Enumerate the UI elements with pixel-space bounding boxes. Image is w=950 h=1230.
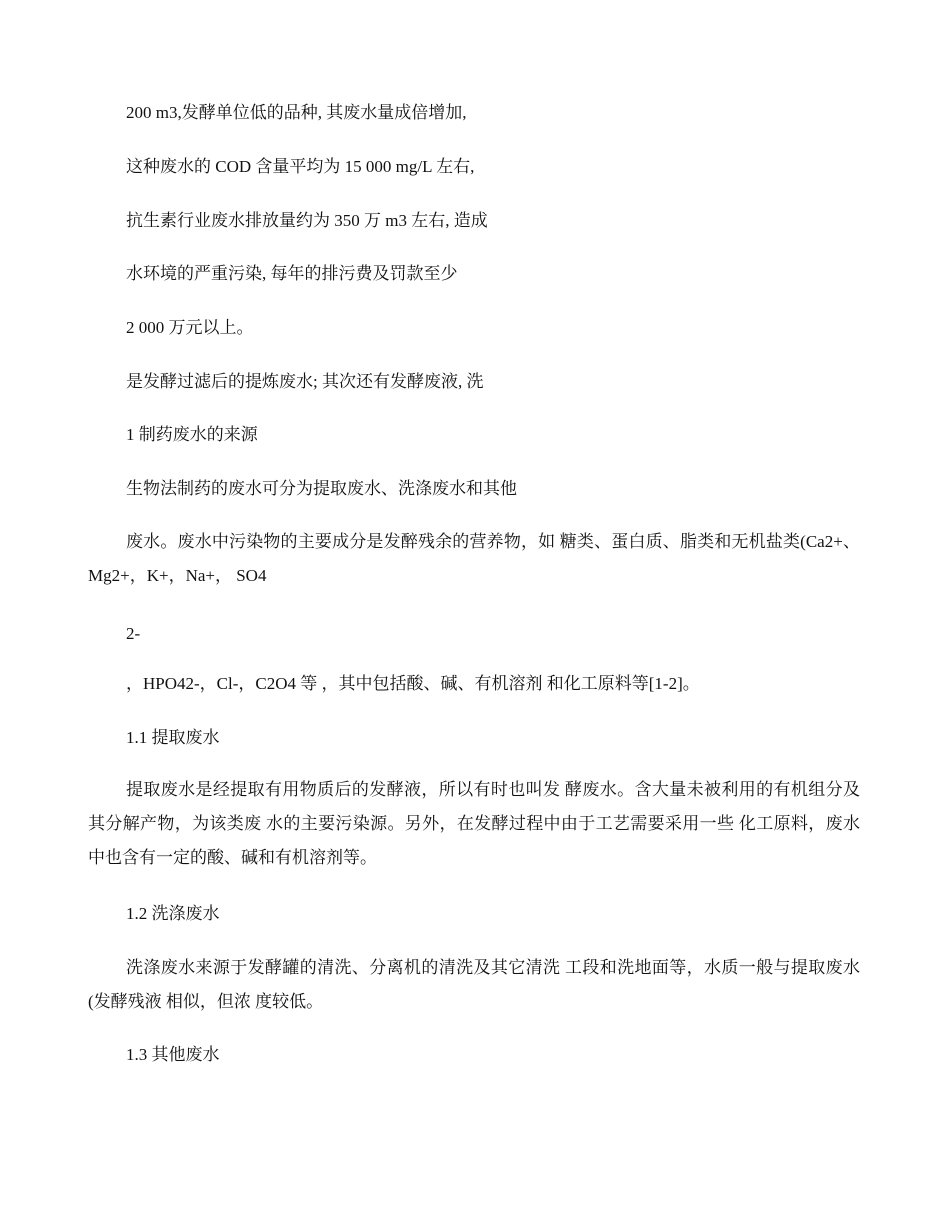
text-line: 200 m3,发酵单位低的品种, 其废水量成倍增加, xyxy=(126,103,467,122)
section-heading-1: 1 制药废水的来源 xyxy=(126,425,258,444)
section-heading-1-2: 1.2 洗涤废水 xyxy=(126,904,220,923)
section-heading-1-1: 1.1 提取废水 xyxy=(126,728,220,747)
superscript-line: 2- xyxy=(126,624,141,643)
paragraph-washing-wastewater: 洗涤废水来源于发酵罐的清洗、分离机的清洗及其它清洗 工段和洗地面等，水质一般与提取废水(发酵残液 相似，但浓 度较低。 xyxy=(88,958,860,1011)
text-line: 2 000 万元以上。 xyxy=(126,318,254,337)
text-line-hpo4: ，HPO42-，Cl-，C2O4 等 ，其中包括酸、碱、有机溶剂 和化工原料等[1-2]。 xyxy=(126,674,700,693)
text-line: 抗生素行业废水排放量约为 350 万 m3 左右, 造成 xyxy=(126,211,488,230)
text-line: 这种废水的 COD 含量平均为 15 000 mg/L 左右, xyxy=(126,157,475,176)
text-line: 水环境的严重污染, 每年的排污费及罚款至少 xyxy=(126,264,458,283)
paragraph-extraction-wastewater: 提取废水是经提取有用物质后的发酵液，所以有时也叫发 酵废水。含大量未被利用的有机组分及其分解产物，为该类废 水的主要污染源。另外，在发酵过程中由于工艺需要采用一些 化工原料，废水中也含有一定的酸、碱和有机溶剂等。 xyxy=(88,780,860,867)
section-heading-1-3: 1.3 其他废水 xyxy=(126,1045,220,1064)
text-line: 生物法制药的废水可分为提取废水、洗涤废水和其他 xyxy=(126,479,517,498)
paragraph-waste-composition: 废水。废水中污染物的主要成分是发醉残余的营养物，如 糖类、蛋白质、脂类和无机盐类(Ca2+、Mg2+，K+，Na+， SO4 xyxy=(88,532,860,585)
text-line: 是发酵过滤后的提炼废水; 其次还有发酵废液, 洗 xyxy=(126,372,484,391)
